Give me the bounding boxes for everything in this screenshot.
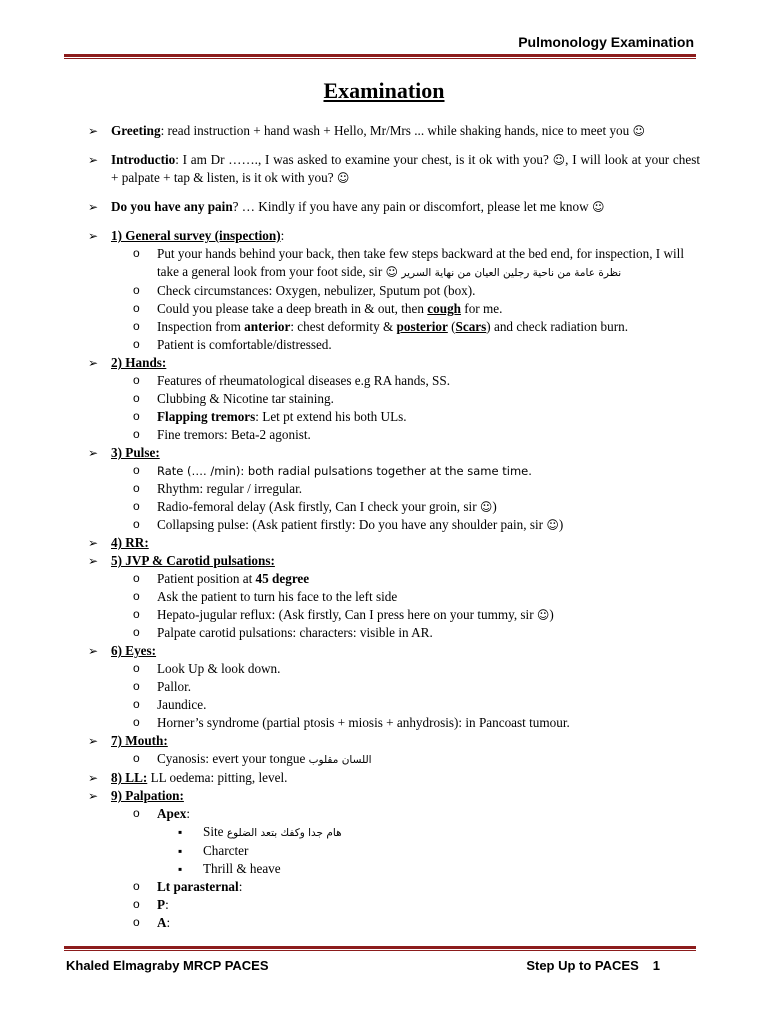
general-item-3-text: Could you please take a deep breath in & out, then [157, 301, 428, 316]
pulse-label: 3) Pulse: [111, 445, 160, 460]
site-label: Site [203, 824, 224, 839]
anterior-label: anterior [244, 319, 291, 334]
paren-close: ) [492, 499, 497, 514]
rr-label: 4) RR: [111, 535, 149, 550]
page-title: Examination [323, 78, 445, 103]
general-item-4-end: ) and check radiation burn. [486, 319, 629, 334]
eyes-item-4: o Horner’s syndrome (partial ptosis + miosis + anhydrosis): in Pancoast tumour. [88, 714, 700, 732]
general-item-4-text: Inspection from [157, 319, 245, 334]
footer-rule-thin [64, 950, 696, 951]
posterior-label: posterior [396, 319, 448, 334]
hands-item-4: o Fine tremors: Beta-2 agonist. [88, 426, 700, 444]
rr-heading [88, 534, 700, 552]
ll-text: LL oedema: pitting, level. [147, 770, 288, 785]
header-rule-thin [64, 58, 696, 59]
ll-heading [88, 769, 700, 787]
hands-heading [88, 354, 700, 372]
colon: : [166, 915, 171, 930]
hands-item-1: o Features of rheumatological diseases e.g RA hands, SS. [88, 372, 700, 390]
p-label: P [157, 897, 166, 912]
jvp-position-text: Patient position at [157, 571, 256, 586]
jvp-label: 5) JVP & Carotid pulsations: [111, 553, 275, 568]
scars-label: Scars [455, 319, 487, 334]
general-item-5: o Patient is comfortable/distressed. [88, 336, 700, 354]
general-item-2: o Check circumstances: Oxygen, nebulizer, Sputum pot (box). [88, 282, 700, 300]
pulse-radio-femoral [88, 498, 700, 516]
apex-thrill: ▪ Thrill & heave [88, 860, 700, 878]
palpation-apex [88, 805, 700, 823]
footer-author: Khaled Elmagraby MRCP PACES [66, 958, 269, 973]
jvp-position [88, 570, 700, 588]
greeting-bullet [88, 122, 700, 140]
footer-right [526, 958, 660, 973]
mouth-text: Cyanosis: evert your tongue [157, 751, 306, 766]
colon: : [238, 879, 243, 894]
eyes-item-3: o Jaundice. [88, 696, 700, 714]
footer-rule [64, 946, 696, 949]
jvp-heading [88, 552, 700, 570]
mouth-heading [88, 732, 700, 750]
general-item-4 [88, 318, 700, 336]
general-item-1 [88, 245, 700, 282]
hepato-text: Hepato-jugular reflux: (Ask firstly, Can I press here on your tummy, sir [157, 607, 534, 622]
hands-item-3 [88, 408, 700, 426]
general-item-3 [88, 300, 700, 318]
smiley-icon: ☺ [536, 608, 550, 622]
general-item-1-arabic: نظرة عامة من ناحية رجلين العيان من نهاية السرير [401, 267, 622, 279]
smiley-icon: ☺ [479, 500, 493, 514]
radio-femoral-text: Radio-femoral delay (Ask firstly, Can I check your groin, sir [157, 499, 477, 514]
colon: : [186, 806, 190, 821]
smiley-icon: ☺ [552, 153, 566, 167]
palpation-heading [88, 787, 700, 805]
intro-label: Introductio [111, 152, 176, 167]
smiley-icon: ☺ [591, 200, 605, 214]
smiley-icon: ☺ [546, 518, 559, 532]
mouth-label: 7) Mouth: [111, 733, 168, 748]
general-survey-heading: ➢ 1) General survey (inspection): [88, 227, 700, 245]
header-rule [64, 54, 696, 57]
collapsing-text: Collapsing pulse: (Ask patient firstly: Do you have any shoulder pain, sir [157, 517, 544, 532]
palpation-a [88, 914, 700, 932]
footer-course: Step Up to PACES [526, 958, 639, 973]
palpation-p [88, 896, 700, 914]
smiley-icon: ☺ [385, 265, 399, 279]
intro-text-2: , I will look at your chest + palpate + tap & listen, is it ok with you? [111, 152, 701, 185]
colon: : [165, 897, 169, 912]
paren-close: ) [549, 607, 554, 622]
general-item-4-mid: : chest deformity & [290, 319, 397, 334]
intro-text-1: : I am Dr ……., I was asked to examine your chest, is it ok with you? [175, 152, 549, 167]
hands-item-2: o Clubbing & Nicotine tar staining. [88, 390, 700, 408]
jvp-turn: o Ask the patient to turn his face to the left side [88, 588, 700, 606]
eyes-item-1: o Look Up & look down. [88, 660, 700, 678]
pulse-heading [88, 444, 700, 462]
pulse-collapsing [88, 516, 700, 534]
apex-label: Apex [157, 806, 187, 821]
general-survey-label: 1) General survey (inspection) [111, 228, 281, 243]
greeting-text: : read instruction + hand wash + Hello, Mr/Mrs ... while shaking hands, nice to meet you [160, 123, 630, 138]
a-label: A [157, 915, 167, 930]
palpation-lt-parasternal [88, 878, 700, 896]
page-number: 1 [652, 958, 660, 973]
flapping-text: : Let pt extend his both ULs. [255, 409, 407, 424]
smiley-icon: ☺ [632, 124, 646, 138]
jvp-degree: 45 degree [255, 571, 310, 586]
mouth-item [88, 750, 700, 769]
pain-text: ? … Kindly if you have any pain or discomfort, please let me know [232, 199, 589, 214]
eyes-label: 6) Eyes: [111, 643, 157, 658]
general-item-3-end: for me. [461, 301, 503, 316]
flapping-label: Flapping tremors [157, 409, 256, 424]
greeting-label: Greeting [111, 123, 161, 138]
page-header: Pulmonology Examination [518, 34, 694, 50]
lt-parasternal-label: Lt parasternal [157, 879, 239, 894]
document-body [88, 122, 700, 932]
ll-label: 8) LL: [111, 770, 148, 785]
pulse-rhythm: o Rhythm: regular / irregular. [88, 480, 700, 498]
eyes-item-2: o Pallor. [88, 678, 700, 696]
pain-bullet [88, 198, 700, 216]
apex-charcter: ▪ Charcter [88, 842, 700, 860]
general-item-1-text: Put your hands behind your back, then take few steps backward at the bed end, for inspection, I will take a general look from your foot side, sir [157, 246, 684, 279]
jvp-carotid: o Palpate carotid pulsations: characters: visible in AR. [88, 624, 700, 642]
eyes-heading [88, 642, 700, 660]
pain-label: Do you have any pain [111, 199, 233, 214]
site-arabic: هام جدا وكفك بتعد الضلوع [226, 827, 342, 839]
apex-site [88, 823, 700, 842]
smiley-icon: ☺ [336, 171, 350, 185]
paren-close: ) [558, 517, 564, 532]
palpation-label: 9) Palpation: [111, 788, 184, 803]
cough-label: cough [427, 301, 461, 316]
mouth-arabic: اللسان مقلوب [308, 754, 372, 766]
intro-bullet [88, 151, 700, 187]
pulse-rate: o Rate (…. /min): both radial pulsations together at the same time. [88, 462, 700, 480]
jvp-hepato [88, 606, 700, 624]
hands-label: 2) Hands: [111, 355, 167, 370]
general-item-4-paren: ( [447, 319, 456, 334]
